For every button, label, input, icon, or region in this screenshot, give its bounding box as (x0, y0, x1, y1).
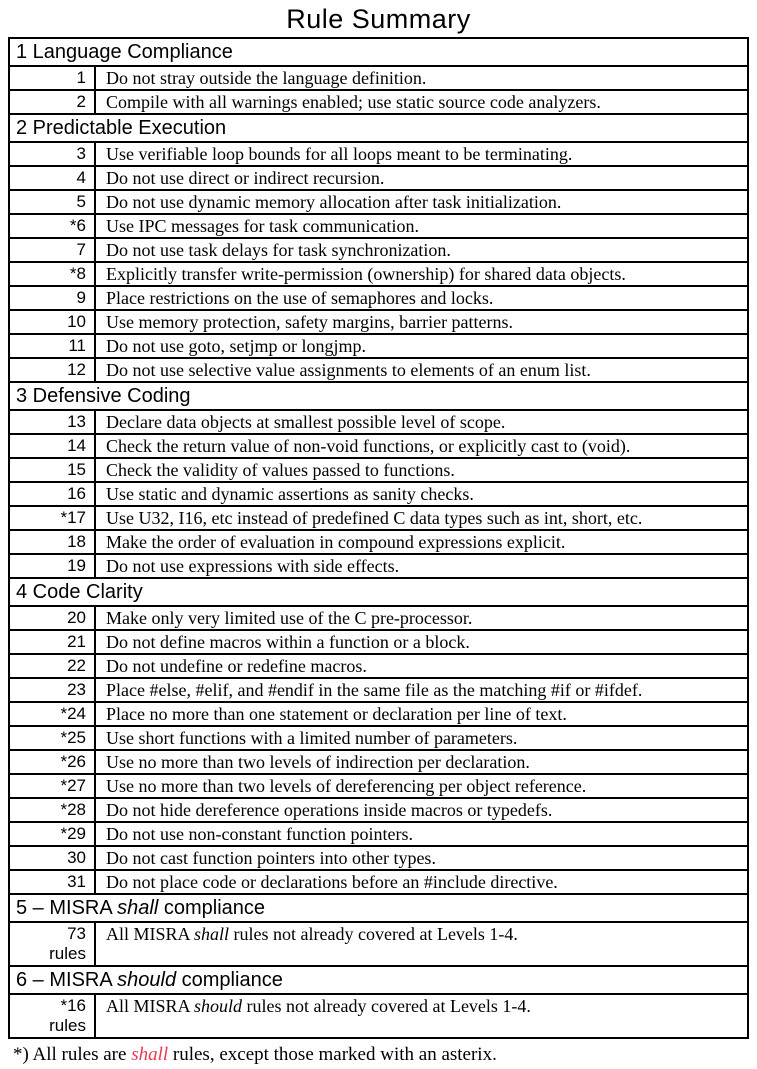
rule-count: 73 (67, 924, 86, 943)
rule-row-25 (10, 725, 747, 749)
rule-row-19 (10, 553, 747, 577)
rule-count-label: rules (49, 1016, 86, 1035)
rule-number: 13 (10, 411, 96, 433)
rule-count-cell (10, 995, 96, 1037)
desc-post: rules not already covered at Levels 1-4. (229, 924, 518, 944)
rule-row-24 (10, 701, 747, 725)
rule-row-20 (10, 605, 747, 629)
rule-number: *17 (10, 507, 96, 529)
rule-description: Do not use direct or indirect recursion. (106, 168, 385, 188)
rule-row-30 (10, 845, 747, 869)
rule-number: 3 (10, 143, 96, 165)
section-header-language-compliance: 1 Language Compliance (16, 41, 233, 63)
footnote (13, 1044, 757, 1066)
section-header-misra-shall (10, 893, 747, 921)
rule-row-17 (10, 505, 747, 529)
rule-description: Use memory protection, safety margins, barrier patterns. (106, 312, 514, 332)
rule-row-6 (10, 213, 747, 237)
rule-description: Use short functions with a limited number of parameters. (106, 728, 518, 748)
desc-em: shall (194, 924, 230, 944)
rule-description: Do not use non-constant function pointers. (106, 824, 413, 844)
rule-number: *8 (10, 263, 96, 285)
rule-number: *28 (10, 799, 96, 821)
rule-number: 30 (10, 847, 96, 869)
rule-count-cell (10, 923, 96, 965)
rule-number: 11 (10, 335, 96, 357)
rule-description: Do not hide dereference operations inside macros or typedefs. (106, 800, 553, 820)
rule-number: 21 (10, 631, 96, 653)
section-header-misra-should (10, 965, 747, 993)
rule-number: 19 (10, 555, 96, 577)
rule-number: *6 (10, 215, 96, 237)
rule-number: *27 (10, 775, 96, 797)
rule-number: 1 (10, 67, 96, 89)
rule-description: Use verifiable loop bounds for all loops meant to be terminating. (106, 144, 573, 164)
rule-number: 2 (10, 91, 96, 113)
rule-description: Do not stray outside the language definition. (106, 68, 427, 88)
rule-description: Compile with all warnings enabled; use static source code analyzers. (106, 92, 601, 112)
rule-description: Place #else, #elif, and #endif in the same file as the matching #if or #ifdef. (106, 680, 643, 700)
rule-row-1 (10, 65, 747, 89)
rule-row-13 (10, 409, 747, 433)
rule-number: 22 (10, 655, 96, 677)
rule-description: Do not use task delays for task synchronization. (106, 240, 451, 260)
section-header-predictable-execution: 2 Predictable Execution (10, 113, 747, 141)
rule-row-26 (10, 749, 747, 773)
desc-em: should (194, 996, 243, 1016)
rule-row-15 (10, 457, 747, 481)
section-header-text: 6 – MISRA (16, 969, 118, 991)
rule-row-27 (10, 773, 747, 797)
rule-description: Use no more than two levels of dereferencing per object reference. (106, 776, 587, 796)
rule-number: 31 (10, 871, 96, 893)
rule-row-10 (10, 309, 747, 333)
page-title: Rule Summary (286, 4, 471, 34)
rule-number: 16 (10, 483, 96, 505)
section-header-em: shall (117, 897, 159, 919)
rule-row-5 (10, 189, 747, 213)
rule-description: Do not define macros within a function or a block. (106, 632, 470, 652)
rule-row-31 (10, 869, 747, 893)
rule-row-18 (10, 529, 747, 553)
desc-pre: All MISRA (106, 924, 195, 944)
rule-row-21 (10, 629, 747, 653)
rule-number: 15 (10, 459, 96, 481)
section-header-text: 5 – MISRA (16, 897, 118, 919)
rule-row-29 (10, 821, 747, 845)
rule-row-8 (10, 261, 747, 285)
rule-row-12 (10, 357, 747, 381)
rule-row-14 (10, 433, 747, 457)
rule-description: Place no more than one statement or declaration per line of text. (106, 704, 567, 724)
rule-row-9 (10, 285, 747, 309)
rule-row-7 (10, 237, 747, 261)
rule-description (96, 995, 747, 1037)
rule-row-22 (10, 653, 747, 677)
footnote-post: rules, except those marked with an asterix. (168, 1044, 497, 1065)
rule-description: Do not place code or declarations before an #include directive. (106, 872, 558, 892)
rule-count-label: rules (49, 944, 86, 963)
rule-description: Do not use selective value assignments to elements of an enum list. (106, 360, 591, 380)
section-header-em: should (117, 969, 177, 991)
rule-row-misra-shall (10, 921, 747, 965)
rule-number: 20 (10, 607, 96, 629)
rule-summary-table (8, 37, 749, 1039)
rule-number: *26 (10, 751, 96, 773)
rule-row-11 (10, 333, 747, 357)
rule-row-28 (10, 797, 747, 821)
rule-description: Declare data objects at smallest possible level of scope. (106, 412, 506, 432)
rule-description: Do not undefine or redefine macros. (106, 656, 367, 676)
rule-description: Use no more than two levels of indirection per declaration. (106, 752, 530, 772)
section-header-defensive-coding: 3 Defensive Coding (10, 381, 747, 409)
rule-description: Make only very limited use of the C pre-processor. (106, 608, 473, 628)
rule-count: *16 (60, 996, 86, 1015)
rule-description: Use IPC messages for task communication. (106, 216, 419, 236)
rule-number: 18 (10, 531, 96, 553)
rule-number: *29 (10, 823, 96, 845)
rule-number: 9 (10, 287, 96, 309)
document-page (0, 3, 757, 1066)
footnote-em-shall: shall (131, 1044, 169, 1065)
rule-number: 12 (10, 359, 96, 381)
rule-row-misra-should (10, 993, 747, 1037)
rule-description: Do not use expressions with side effects. (106, 556, 400, 576)
rule-description: Use U32, I16, etc instead of predefined C data types such as int, short, etc. (106, 508, 643, 528)
rule-number: 7 (10, 239, 96, 261)
rule-row-3 (10, 141, 747, 165)
rule-description: Do not use goto, setjmp or longjmp. (106, 336, 366, 356)
rule-row-4 (10, 165, 747, 189)
rule-number: *25 (10, 727, 96, 749)
section-header-code-clarity: 4 Code Clarity (10, 577, 747, 605)
rule-description: Make the order of evaluation in compound expressions explicit. (106, 532, 566, 552)
section-header-text-post: compliance (176, 969, 283, 991)
rule-description: Check the return value of non-void functions, or explicitly cast to (void). (106, 436, 631, 456)
footnote-pre: *) All rules are (13, 1044, 132, 1065)
rule-description: Do not use dynamic memory allocation after task initialization. (106, 192, 562, 212)
rule-description: Place restrictions on the use of semaphores and locks. (106, 288, 494, 308)
rule-row-23 (10, 677, 747, 701)
desc-post: rules not already covered at Levels 1-4. (242, 996, 531, 1016)
rule-number: 4 (10, 167, 96, 189)
rule-number: 23 (10, 679, 96, 701)
rule-number: 5 (10, 191, 96, 213)
rule-number: *24 (10, 703, 96, 725)
section-header-text-post: compliance (158, 897, 266, 919)
rule-number: 14 (10, 435, 96, 457)
rule-description: Use static and dynamic assertions as sanity checks. (106, 484, 474, 504)
rule-description: Do not cast function pointers into other types. (106, 848, 436, 868)
rule-description: Explicitly transfer write-permission (ownership) for shared data objects. (106, 264, 626, 284)
rule-row-2 (10, 89, 747, 113)
rule-row-16 (10, 481, 747, 505)
rule-number: 10 (10, 311, 96, 333)
rule-description: Check the validity of values passed to functions. (106, 460, 455, 480)
desc-pre: All MISRA (106, 996, 195, 1016)
rule-description (96, 923, 747, 965)
